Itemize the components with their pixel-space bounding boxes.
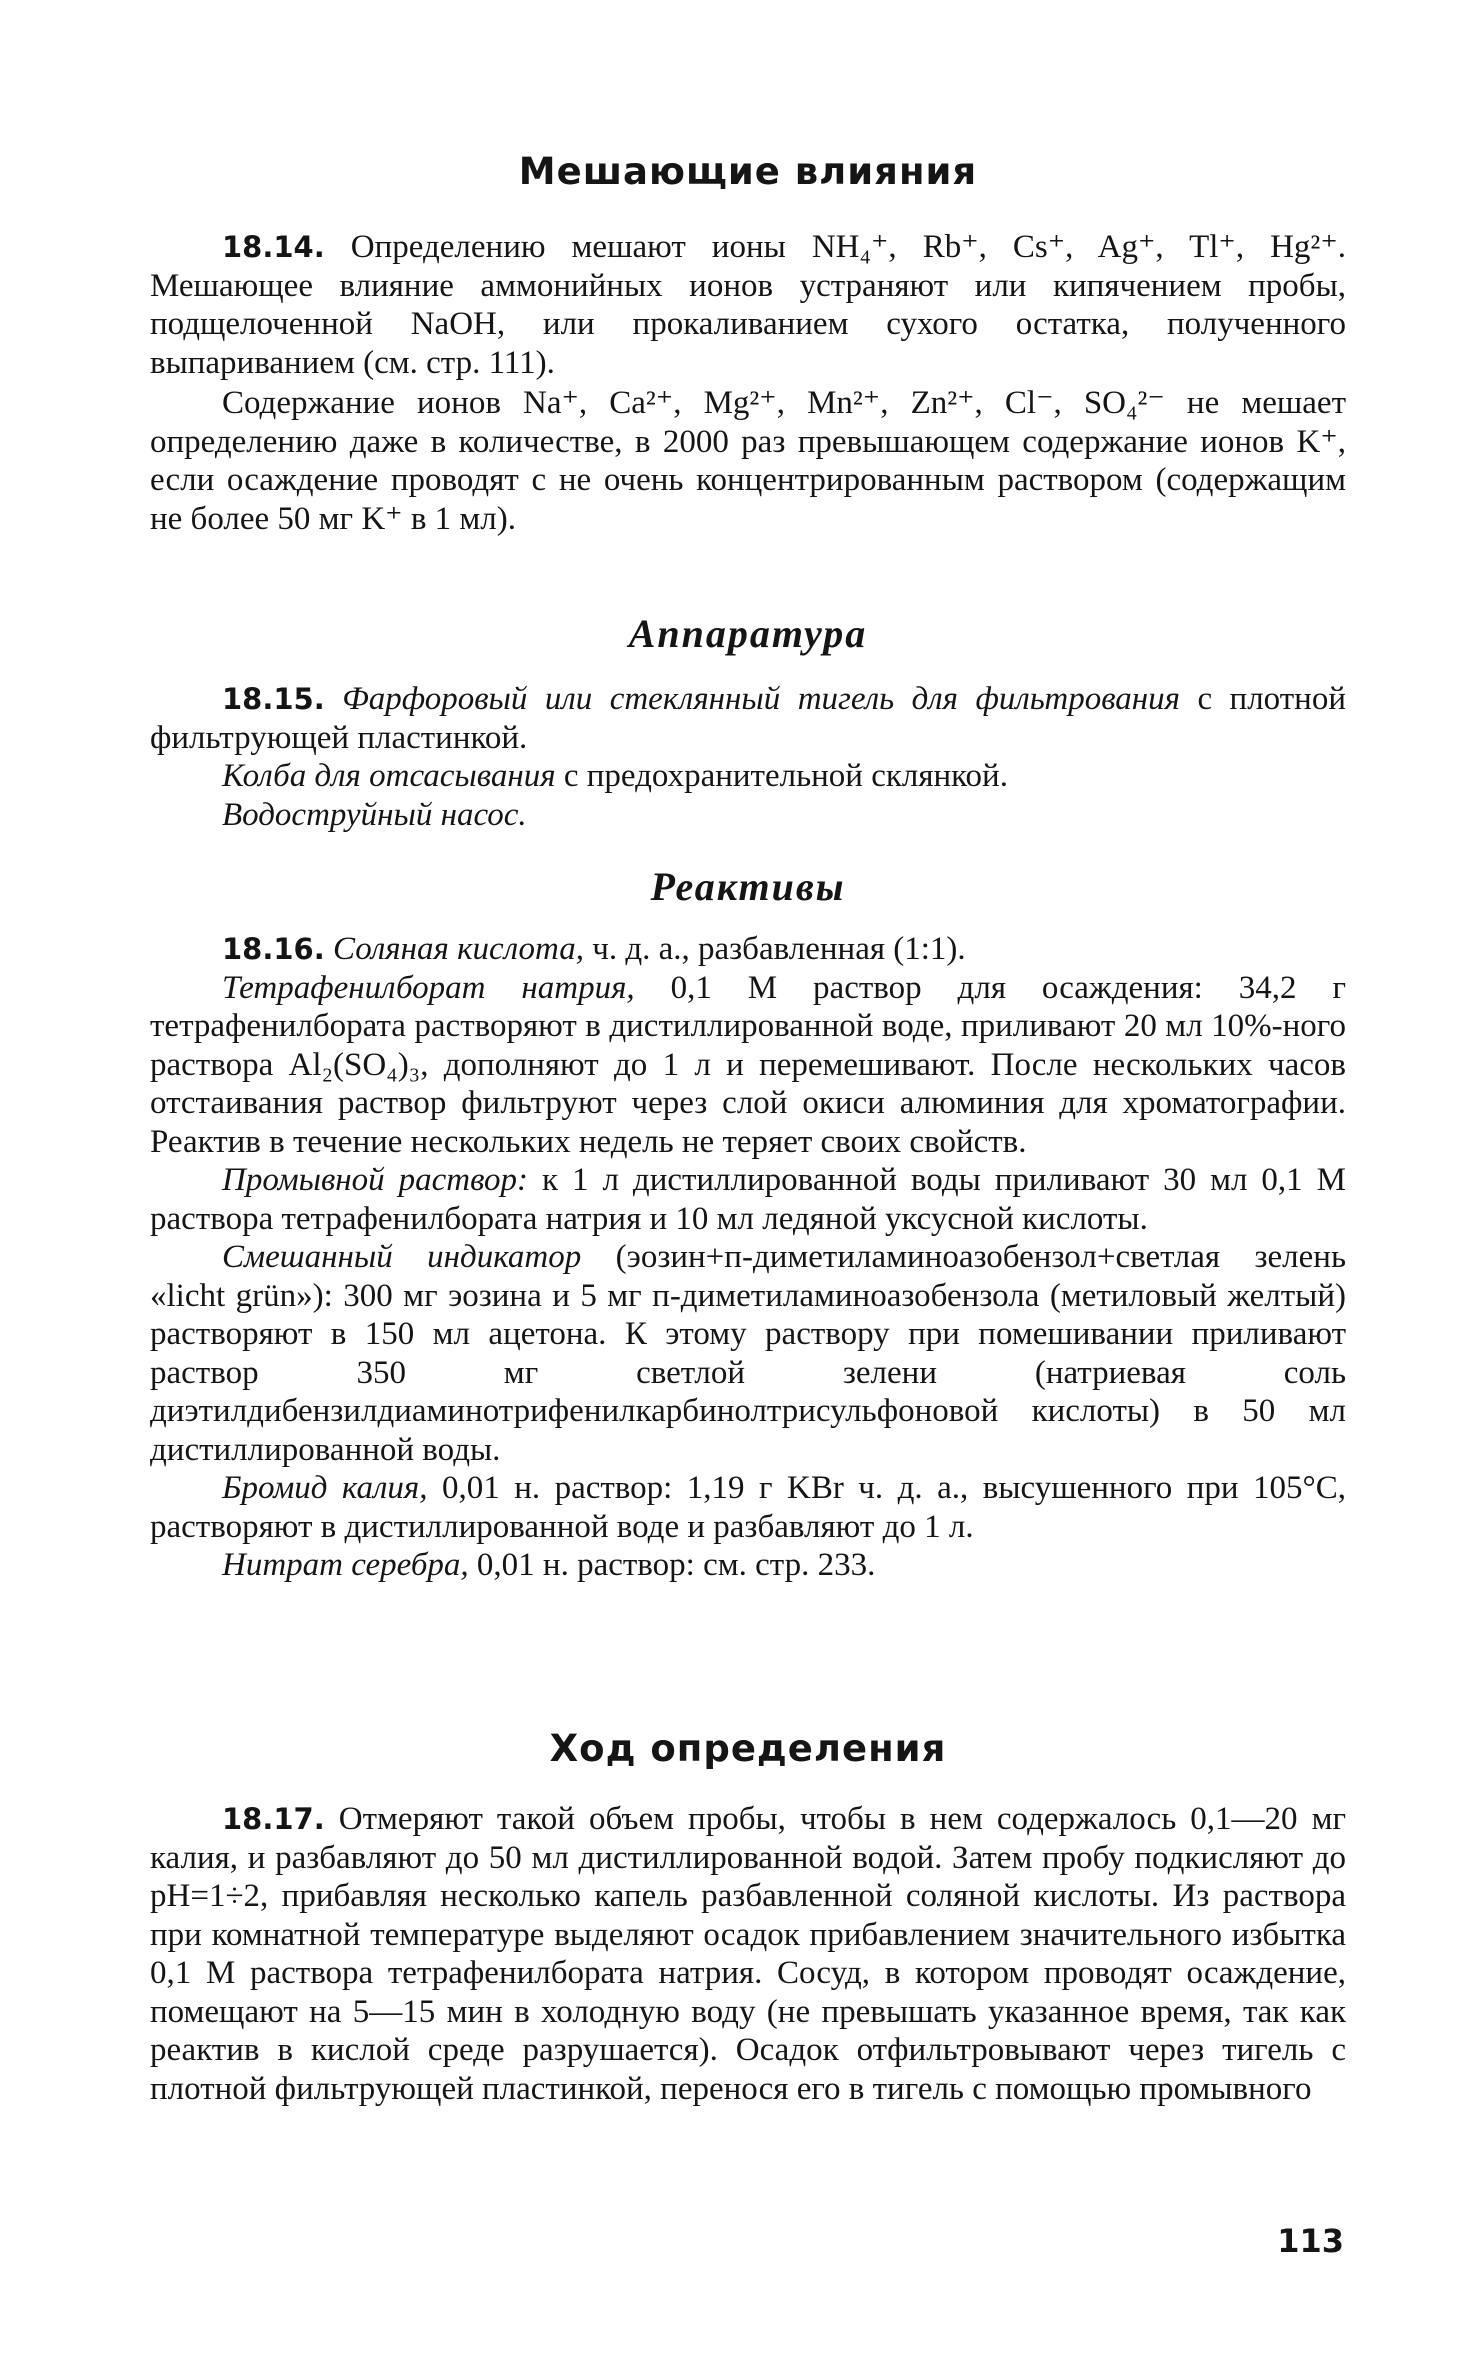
paragraph-water-pump — [150, 796, 1346, 835]
reagent-desc: ч. д. а., разбавленная (1:1). — [583, 931, 966, 967]
paragraph-ions-content: Содержание ионов Na⁺, Ca²⁺, Mg²⁺, Mn²⁺, Zn²⁺, Cl⁻, SO₄²⁻ не мешает определению даже в количестве, в 2000 раз превышающем содержание ионов K⁺, если осаждение проводят с не очень концентрированным раствором (содержащим не более 50 мг K⁺ в 1 мл). — [150, 385, 1346, 537]
reagent-desc: (эозин+п-диметиламиноазобензол+светлая зелень «licht grün»): 300 мг эозина и 5 мг п-диметиламиноазобензола (метиловый желтый) растворяют в 150 мл ацетона. К этому раствору при помешивании приливают раствор 350 мг светлой зелени (натриевая соль диэтилдибензилдиаминотрифенилкарбинолтрисульфоновой кислоты) в 50 мл дистиллированной воды. — [150, 1239, 1346, 1468]
section-procedure — [150, 1727, 1346, 1770]
reagents-body — [150, 930, 1346, 1585]
paragraph-number: 18.15. — [222, 682, 325, 716]
paragraph-18-17 — [150, 1800, 1346, 2108]
section-apparatus — [150, 610, 1346, 657]
apparatus-item: Водоструйный насос. — [222, 796, 527, 833]
apparatus-body — [150, 680, 1346, 834]
paragraph-18-16 — [150, 930, 1346, 969]
reagent-name: Тетрафенилборат натрия, — [222, 969, 635, 1006]
section-interferences — [150, 150, 1346, 193]
paragraph-text: Определению мешают ионы NH₄⁺, Rb⁺, Cs⁺, Ag⁺, Tl⁺, Hg²⁺. Мешающее влияние аммонийных ионов устраняют или кипячением пробы, подщелоченной NaOH, или прокаливанием сухого остатка, полученного выпариванием (см. стр. 111). — [150, 229, 1346, 381]
paragraph-wash-solution — [150, 1161, 1346, 1238]
paragraph-silver-nitrate — [150, 1546, 1346, 1585]
paragraph-suction-flask — [150, 757, 1346, 796]
paragraph-number: 18.14. — [222, 230, 325, 264]
section-title-procedure: Ход определения — [549, 1727, 947, 1770]
reagent-desc: к 1 л дистиллированной воды приливают 30 мл 0,1 М раствора тетрафенилбората натрия и 10 мл ледяной уксусной кислоты. — [150, 1162, 1346, 1237]
paragraph-mixed-indicator — [150, 1238, 1346, 1469]
section-title-apparatus: Аппаратура — [628, 611, 868, 656]
reagent-name: Смешанный индикатор — [222, 1239, 582, 1275]
page-number: 113 — [1277, 2222, 1344, 2260]
interferences-body — [150, 228, 1346, 538]
reagent-desc: 0,01 н. раствор: см. стр. 233. — [468, 1547, 876, 1583]
reagent-name: Соляная кислота, — [333, 931, 584, 967]
apparatus-item: Фарфоровый или стеклянный тигель для фильтрования — [342, 681, 1180, 717]
paragraph-text: Отмеряют такой объем пробы, чтобы в нем содержалось 0,1—20 мг калия, и разбавляют до 50 мл дистиллированной водой. Затем пробу подкисляют до pH=1÷2, прибавляя несколько капель разбавленной соляной кислоты. Из раствора при комнатной температуре выделяют осадок прибавлением значительного избытка 0,1 М раствора тетрафенилбората натрия. Сосуд, в котором проводят осаждение, помещают на 5—15 мин в холодную воду (не превышать указанное время, так как реактив в кислой среде разрушается). Осадок отфильтровывают через тигель с плотной фильтрующей пластинкой, перенося его в тигель с помощью промывного — [150, 1801, 1346, 2107]
reagent-desc: 0,1 М раствор для осаждения: 34,2 г тетрафенилбората растворяют в дистиллированной воде, приливают 20 мл 10%-ного раствора Al₂(SO₄)₃, дополняют до 1 л и перемешивают. После нескольких часов отстаивания раствор фильтруют через слой окиси алюминия для хроматографии. Реактив в течение нескольких недель не теряет своих свойств. — [150, 969, 1347, 1160]
paragraph-18-15 — [150, 680, 1346, 757]
paragraph-number: 18.17. — [222, 1802, 325, 1836]
section-reagents — [150, 863, 1346, 910]
apparatus-item: Колба для отсасывания — [222, 758, 556, 794]
reagent-name: Бромид калия, — [222, 1470, 428, 1506]
apparatus-item-desc: с плотной фильтрующей пластинкой. — [150, 681, 1346, 756]
apparatus-item-desc: с предохранительной склянкой. — [555, 758, 1008, 794]
paragraph-tetraphenylborate — [150, 969, 1346, 1162]
procedure-body — [150, 1800, 1346, 2108]
paragraph-potassium-bromide — [150, 1469, 1346, 1546]
reagent-desc: 0,01 н. раствор: 1,19 г KBr ч. д. а., высушенного при 105°C, растворяют в дистиллированной воде и разбавляют до 1 л. — [150, 1470, 1346, 1545]
section-title-reagents: Реактивы — [650, 864, 846, 909]
paragraph-18-14 — [150, 228, 1346, 382]
section-title-interferences: Мешающие влияния — [518, 150, 978, 193]
reagent-name: Промывной раствор: — [222, 1162, 529, 1198]
paragraph-number: 18.16. — [222, 932, 325, 966]
reagent-name: Нитрат серебра, — [222, 1547, 469, 1583]
